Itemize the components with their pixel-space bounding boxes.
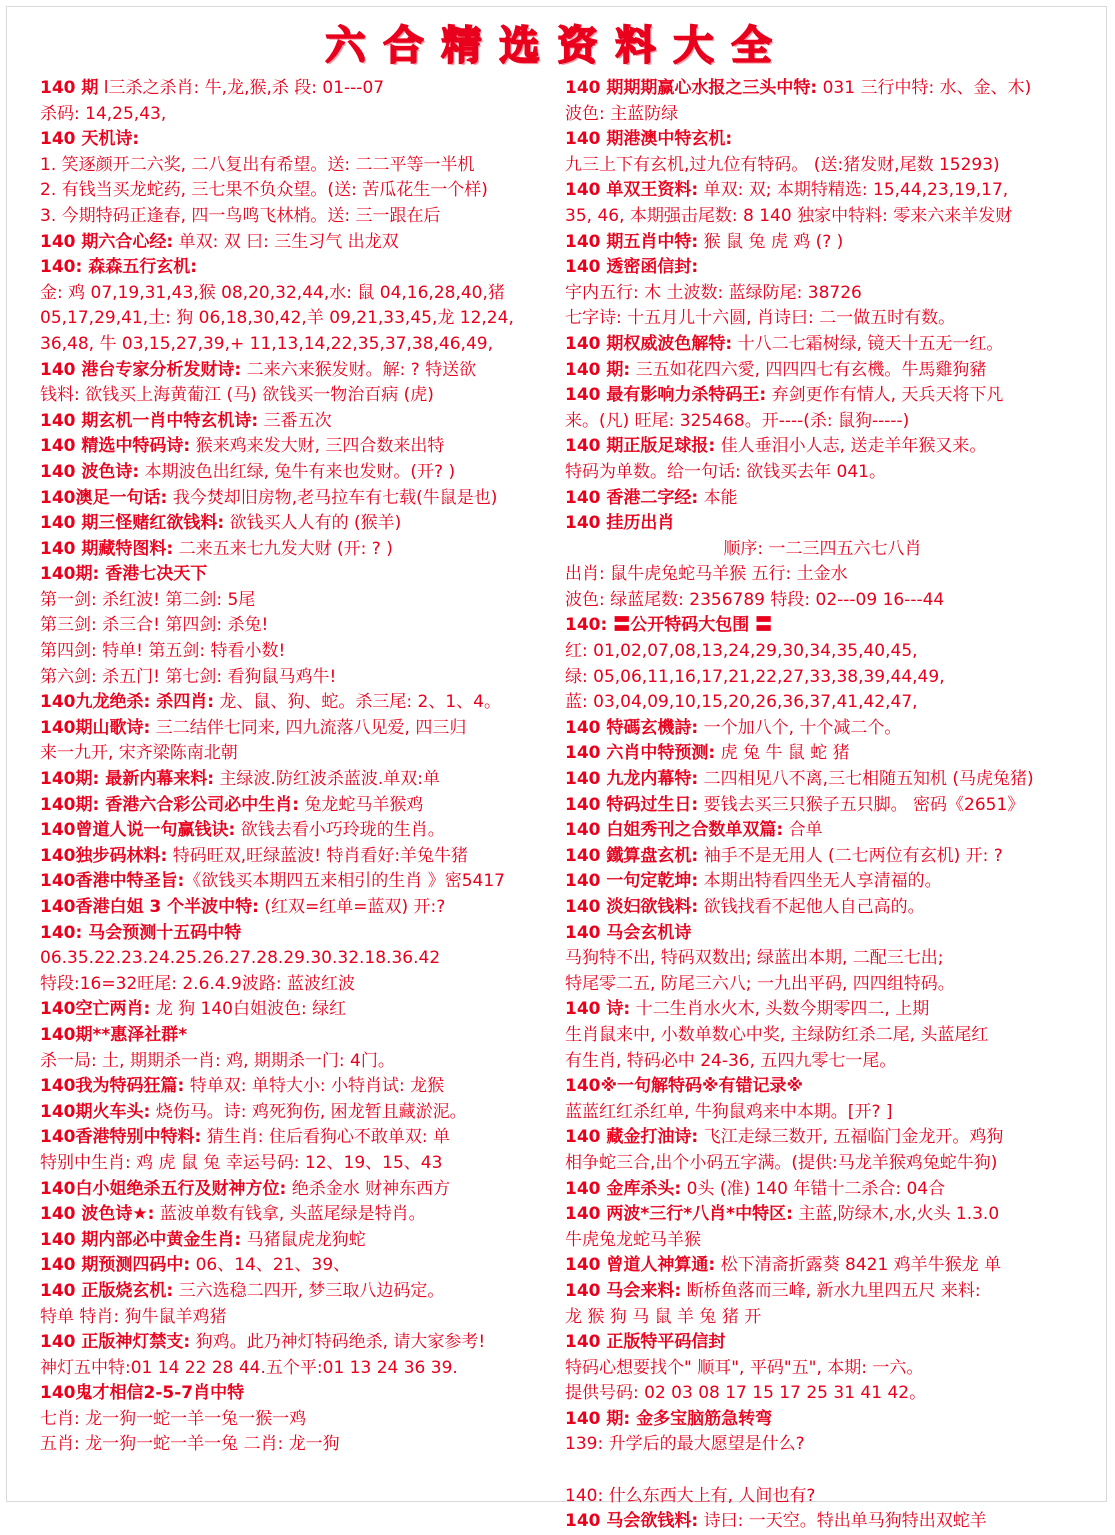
line-body: 松下清斋折露葵 8421 鸡羊牛猴龙 单 bbox=[715, 1255, 1002, 1276]
line-body: 我今焚却旧房物,老马拉车有七载(牛鼠是也) bbox=[167, 487, 498, 508]
left-text-line bbox=[40, 204, 555, 230]
line-body: 本期波色出红绿, 兔牛有来也发财。(开? ) bbox=[139, 461, 456, 482]
line-heading: 140 一句定乾坤: bbox=[565, 871, 699, 892]
right-text-line bbox=[565, 486, 1080, 512]
line-body: 顺序: 一二三四五六七八肖 bbox=[723, 538, 922, 559]
line-heading: 140 挂历出肖 bbox=[565, 513, 675, 534]
line-heading: 140 香港二字经: bbox=[565, 487, 699, 508]
line-body: 主蓝,防绿木,水,火头 1.3.0 bbox=[792, 1204, 1000, 1225]
left-text-line bbox=[40, 1177, 555, 1203]
line-heading: 140 期藏特图料: bbox=[40, 538, 174, 559]
line-body: 一个加八个, 十个减二个。 bbox=[698, 717, 902, 738]
line-body: 弃剑更作有情人, 天兵天将下凡 bbox=[766, 385, 1004, 406]
line-body: 相争蛇三合,出个小码五字满。(提供:马龙羊猴鸡兔蛇牛狗) bbox=[565, 1152, 998, 1173]
right-text-line bbox=[565, 1509, 1080, 1535]
line-body: 特码旺双,旺绿蓝波! 特肖看好:羊兔牛猪 bbox=[167, 845, 469, 866]
right-text-line bbox=[565, 383, 1080, 409]
left-text-line bbox=[40, 741, 555, 767]
left-text-line bbox=[40, 1432, 555, 1458]
left-text-line bbox=[40, 76, 555, 102]
line-heading: 140: 马会预测十五码中特 bbox=[40, 922, 242, 943]
right-text-line bbox=[565, 869, 1080, 895]
line-body: 出肖: 鼠牛虎兔蛇马羊猴 五行: 土金水 bbox=[565, 564, 848, 585]
line-body: 龙、鼠、狗、蛇。杀三尾: 2、1、4。 bbox=[214, 692, 501, 713]
right-text-line bbox=[565, 1330, 1080, 1356]
line-heading: 140 期三怪赌红欲钱料: bbox=[40, 513, 225, 534]
line-body: 特码心想要找个" 顺耳", 平码"五", 本期: 一六。 bbox=[565, 1357, 924, 1378]
left-text-line bbox=[40, 1074, 555, 1100]
line-heading: 140 期: 金多宝脑筋急转弯 bbox=[565, 1408, 773, 1429]
right-text-line bbox=[565, 1484, 1080, 1510]
left-text-line bbox=[40, 1125, 555, 1151]
line-body: 第三剑: 杀三合! 第四剑: 杀兔! bbox=[40, 615, 269, 636]
line-body: 2. 有钱当买龙蛇药, 三七果不负众望。(送: 苦瓜花生一个样) bbox=[40, 180, 488, 201]
left-text-line bbox=[40, 383, 555, 409]
left-text-line bbox=[40, 127, 555, 153]
left-text-line bbox=[40, 1202, 555, 1228]
line-heading: 140 期六合心经: bbox=[40, 231, 174, 252]
line-body: 第四剑: 特单! 第五剑: 特看小数! bbox=[40, 641, 286, 662]
line-heading: 140期山歌诗: bbox=[40, 717, 151, 738]
line-body: 本能 bbox=[698, 487, 738, 508]
line-heading: 140 期港澳中特玄机: bbox=[565, 129, 733, 150]
line-heading: 140白小姐绝杀五行及财神方位: bbox=[40, 1178, 287, 1199]
left-text-line bbox=[40, 997, 555, 1023]
right-text-line bbox=[565, 716, 1080, 742]
left-text-line bbox=[40, 1407, 555, 1433]
right-text-line bbox=[565, 409, 1080, 435]
line-heading: 140 期期期赢心水报之三头中特: bbox=[565, 78, 818, 98]
line-heading: 140 淡妇欲钱料: bbox=[565, 897, 699, 917]
line-heading: 140香港特别中特料: bbox=[40, 1127, 202, 1148]
line-body: 二四相见八不离,三七相随五知机 (马虎兔猪) bbox=[698, 769, 1034, 790]
line-body: 05,17,29,41,土: 狗 06,18,30,42,羊 09,21,33,45,龙 12,24, bbox=[40, 308, 514, 329]
line-heading: 140 期: bbox=[565, 359, 631, 380]
line-body: 欲钱买人人有的 (猴羊) bbox=[224, 513, 402, 534]
line-body: 合单 bbox=[783, 820, 823, 841]
right-text-line bbox=[565, 204, 1080, 230]
line-body: l三杀之杀肖: 牛,龙,猴,杀 段: 01---07 bbox=[98, 78, 385, 98]
line-heading: 140 金库杀头: bbox=[565, 1178, 682, 1199]
left-text-line bbox=[40, 869, 555, 895]
line-body: 诗曰: 一天空。特出单马狗特出双蛇羊 bbox=[698, 1511, 987, 1532]
line-body: 绿: 05,06,11,16,17,21,22,27,33,38,39,44,49, bbox=[565, 666, 945, 687]
line-body: 马狗特不出, 特码双数出; 绿蓝出本期, 二配三七出; bbox=[565, 948, 944, 969]
left-text-line bbox=[40, 588, 555, 614]
right-text-line bbox=[565, 281, 1080, 307]
line-heading: 140独步码林料: bbox=[40, 845, 168, 866]
line-body: 十二生肖水火木, 头数今期零四二, 上期 bbox=[630, 999, 930, 1020]
left-text-line bbox=[40, 102, 555, 128]
line-body: 波色: 绿蓝尾数: 2356789 特段: 02---09 16---44 bbox=[565, 589, 945, 610]
line-body: 3. 今期特码正逢春, 四一鸟鸣飞林梢。送: 三一跟在后 bbox=[40, 205, 441, 226]
line-body: 虎 兔 牛 鼠 蛇 猪 bbox=[715, 743, 850, 764]
line-body: 单双: 双; 本期特精选: 15,44,23,19,17, bbox=[698, 180, 1009, 201]
line-body: 第六剑: 杀五门! 第七剑: 看狗鼠马鸡牛! bbox=[40, 666, 337, 687]
line-body: 烧伤马。诗: 鸡死狗伤, 困龙暂且藏淤泥。 bbox=[150, 1101, 467, 1122]
right-text-line bbox=[565, 76, 1080, 102]
right-text-line bbox=[565, 358, 1080, 384]
line-heading: 140期火车头: bbox=[40, 1101, 151, 1122]
left-text-line bbox=[40, 639, 555, 665]
right-text-line bbox=[565, 946, 1080, 972]
line-heading: 140 期玄机一肖中特玄机诗: bbox=[40, 410, 259, 431]
right-text-line bbox=[565, 1202, 1080, 1228]
line-body: 来一九开, 宋齐梁陈南北朝 bbox=[40, 743, 238, 764]
right-text-line bbox=[565, 230, 1080, 256]
right-text-line bbox=[565, 332, 1080, 358]
line-heading: 140澳足一句话: bbox=[40, 487, 168, 508]
right-text-line bbox=[565, 1023, 1080, 1049]
line-heading: 140 期五肖中特: bbox=[565, 231, 699, 252]
right-text-line bbox=[565, 102, 1080, 128]
line-heading: 140 两波*三行*八肖*中特区: bbox=[565, 1204, 793, 1225]
left-text-line bbox=[40, 1228, 555, 1254]
right-text-line bbox=[565, 895, 1080, 921]
line-body: 金: 鸡 07,19,31,43,猴 08,20,32,44,水: 鼠 04,16,28,40,猪 bbox=[40, 282, 505, 303]
right-text-line bbox=[565, 178, 1080, 204]
line-body: 龙 猴 狗 马 鼠 羊 兔 猪 开 bbox=[565, 1306, 762, 1327]
right-text-line bbox=[565, 972, 1080, 998]
line-body: 来。(凡) 旺尾: 325468。开----(杀: 鼠狗-----) bbox=[565, 410, 910, 431]
left-text-line bbox=[40, 537, 555, 563]
left-text-line bbox=[40, 690, 555, 716]
line-body: 特尾零二五, 防尾三六八; 一九出平码, 四四组特码。 bbox=[565, 973, 955, 994]
left-text-line bbox=[40, 1330, 555, 1356]
right-text-line bbox=[565, 921, 1080, 947]
right-text-line bbox=[565, 767, 1080, 793]
right-text-line bbox=[565, 1228, 1080, 1254]
line-body: 要钱去买三只猴子五只脚。 密码《2651》 bbox=[698, 794, 1025, 815]
line-heading: 140空亡两肖: bbox=[40, 999, 151, 1020]
line-body: 有生肖, 特码必中 24-36, 五四九零七一尾。 bbox=[565, 1050, 897, 1071]
right-text-line bbox=[565, 1432, 1080, 1458]
line-body: 特码为单数。给一句话: 欲钱买去年 041。 bbox=[565, 461, 886, 482]
line-body: 袖手不是无用人 (二七两位有玄机) 开: ? bbox=[698, 845, 1003, 866]
left-text-line bbox=[40, 793, 555, 819]
line-heading: 140香港白姐 3 个半波中特: bbox=[40, 897, 259, 917]
line-body: 龙 狗 140白姐波色: 绿红 bbox=[150, 999, 347, 1020]
right-text-line bbox=[565, 511, 1080, 537]
right-text-line bbox=[565, 1151, 1080, 1177]
left-text-line bbox=[40, 1049, 555, 1075]
right-text-line bbox=[565, 255, 1080, 281]
line-heading: 140曾道人说一句赢钱诀: bbox=[40, 820, 236, 841]
right-text-line bbox=[565, 1356, 1080, 1382]
line-body: 生肖鼠来中, 小数单数心中奖, 主绿防红杀二尾, 头蓝尾红 bbox=[565, 1024, 989, 1045]
line-body: 宇内五行: 木 土波数: 蓝绿防尾: 38726 bbox=[565, 282, 862, 303]
right-text-line bbox=[565, 1407, 1080, 1433]
line-body: 十八二七霜树绿, 镜天十五无一红。 bbox=[732, 333, 1004, 354]
left-text-line bbox=[40, 409, 555, 435]
line-heading: 140※一句解特码※有错记录※ bbox=[565, 1076, 804, 1097]
line-body: 七字诗: 十五月儿十六圆, 肖诗曰: 二一做五时有数。 bbox=[565, 308, 956, 329]
left-text-line bbox=[40, 1253, 555, 1279]
line-body: 139: 升学后的最大愿望是什么? bbox=[565, 1434, 805, 1455]
line-body: 神灯五中特:01 14 22 28 44.五个平:01 13 24 36 39. bbox=[40, 1357, 458, 1378]
right-text-line bbox=[565, 1074, 1080, 1100]
line-body: 提供号码: 02 03 08 17 15 17 25 31 41 42。 bbox=[565, 1383, 927, 1404]
right-text-line bbox=[565, 690, 1080, 716]
left-text-line bbox=[40, 1100, 555, 1126]
line-body: 《欲钱买本期四五来相引的生肖 》密5417 bbox=[184, 871, 505, 892]
line-heading: 140我为特码狂篇: bbox=[40, 1076, 185, 1097]
line-heading: 140 港台专家分析发财诗: bbox=[40, 359, 242, 380]
right-text-line bbox=[565, 1125, 1080, 1151]
right-text-line bbox=[565, 818, 1080, 844]
line-body: 波色: 主蓝防绿 bbox=[565, 103, 679, 124]
left-text-line bbox=[40, 1356, 555, 1382]
line-heading: 140 单双王资料: bbox=[565, 180, 699, 201]
left-text-line bbox=[40, 358, 555, 384]
line-body: 三五如花四六愛, 四四四七有玄機。牛馬雞狗豬 bbox=[630, 359, 987, 380]
line-body: 欲钱找看不起他人自己高的。 bbox=[698, 897, 925, 917]
line-heading: 140 天机诗: bbox=[40, 129, 140, 150]
right-text-line bbox=[565, 639, 1080, 665]
line-body: 第一剑: 杀红波! 第二剑: 5尾 bbox=[40, 589, 256, 610]
line-body: 0头 (准) 140 年错十二杀合: 04合 bbox=[681, 1178, 946, 1199]
line-heading: 140 期权威波色解特: bbox=[565, 333, 733, 354]
line-body: 单双: 双 曰: 三生习气 出龙双 bbox=[173, 231, 399, 252]
right-text-line bbox=[565, 1305, 1080, 1331]
right-text-line bbox=[565, 844, 1080, 870]
line-heading: 140 曾道人神算通: bbox=[565, 1255, 716, 1276]
right-text-line bbox=[565, 537, 1080, 563]
line-heading: 140 透密函信封: bbox=[565, 257, 699, 278]
left-text-line bbox=[40, 921, 555, 947]
left-text-line bbox=[40, 972, 555, 998]
right-text-line bbox=[565, 153, 1080, 179]
left-text-line bbox=[40, 1381, 555, 1407]
line-body: 绝杀金水 财神东西方 bbox=[286, 1178, 451, 1199]
right-text-line bbox=[565, 127, 1080, 153]
line-body: 特别中生肖: 鸡 虎 鼠 兔 幸运号码: 12、19、15、43 bbox=[40, 1152, 443, 1173]
left-text-line bbox=[40, 306, 555, 332]
left-text-line bbox=[40, 486, 555, 512]
line-body: 蓝波单数有钱拿, 头蓝尾绿是特肖。 bbox=[154, 1204, 426, 1225]
line-body: (红双=红单=蓝双) 开:? bbox=[258, 897, 446, 917]
left-text-line bbox=[40, 281, 555, 307]
line-heading: 140 特码过生日: bbox=[565, 794, 699, 815]
line-body: 五肖: 龙一狗一蛇一羊一兔 二肖: 龙一狗 bbox=[40, 1434, 340, 1455]
line-heading: 140 正版烧玄机: bbox=[40, 1280, 174, 1301]
line-heading: 140 正版神灯禁支: bbox=[40, 1332, 191, 1353]
left-text-line bbox=[40, 1305, 555, 1331]
line-body: 三二结伴七同来, 四九流落八见爱, 四三归 bbox=[150, 717, 467, 738]
line-body: 红: 01,02,07,08,13,24,29,30,34,35,40,45, bbox=[565, 641, 918, 662]
line-heading: 140 诗: bbox=[565, 999, 631, 1020]
left-text-line bbox=[40, 460, 555, 486]
page-title: 六合精选资料大全 bbox=[325, 22, 790, 69]
left-text-line bbox=[40, 613, 555, 639]
right-text-line bbox=[565, 562, 1080, 588]
left-text-line bbox=[40, 1151, 555, 1177]
line-heading: 140 最有影响力杀特码王: bbox=[565, 385, 767, 406]
line-heading: 140 期 bbox=[40, 78, 99, 98]
line-heading: 140 马会玄机诗 bbox=[565, 922, 692, 943]
left-text-line bbox=[40, 844, 555, 870]
line-heading: 140 期内部必中黄金生肖: bbox=[40, 1229, 242, 1250]
line-heading: 140: 森森五行玄机: bbox=[40, 257, 198, 278]
line-body: 七肖: 龙一狗一蛇一羊一兔一猴一鸡 bbox=[40, 1408, 307, 1429]
line-heading: 140期: 香港七决天下 bbox=[40, 564, 208, 585]
line-body: 三六选稳二四开, 梦三取八边码定。 bbox=[173, 1280, 445, 1301]
line-body: 二来五来七九发大财 (开: ? ) bbox=[173, 538, 393, 559]
line-heading: 140 波色诗★: bbox=[40, 1204, 155, 1225]
line-heading: 140 正版特平码信封 bbox=[565, 1332, 726, 1353]
line-heading: 140 期预测四码中: bbox=[40, 1255, 191, 1276]
left-text-line bbox=[40, 665, 555, 691]
line-heading: 140 藏金打油诗: bbox=[565, 1127, 699, 1148]
line-body: 九三上下有玄机,过九位有特码。 (送:猪发财,尾数 15293) bbox=[565, 154, 1000, 175]
line-body: 1. 笑逐颜开二六奖, 二八复出有希望。送: 二二平等一半机 bbox=[40, 154, 475, 175]
left-text-line bbox=[40, 434, 555, 460]
right-text-line bbox=[565, 665, 1080, 691]
line-body: 140: 什么东西大上有, 人间也有? bbox=[565, 1485, 816, 1506]
line-body: 狗鸡。此乃神灯特码绝杀, 请大家参考! bbox=[190, 1332, 486, 1353]
line-body: 35, 46, 本期强击尾数: 8 140 独家中特料: 零来六来羊发财 bbox=[565, 205, 1013, 226]
line-body: 钱料: 欲钱买上海黄葡江 (马) 欲钱买一物治百病 (虎) bbox=[40, 385, 434, 406]
line-heading: 140 精选中特码诗: bbox=[40, 436, 191, 457]
left-text-line bbox=[40, 332, 555, 358]
right-text-line bbox=[565, 1049, 1080, 1075]
line-body: 飞江走绿三数开, 五福临门金龙开。鸡狗 bbox=[698, 1127, 1004, 1148]
left-text-line bbox=[40, 946, 555, 972]
right-text-line bbox=[565, 997, 1080, 1023]
right-text-line bbox=[565, 1253, 1080, 1279]
line-body: 06.35.22.23.24.25.26.27.28.29.30.32.18.36.42 bbox=[40, 948, 441, 969]
line-heading: 140期**惠泽社群* bbox=[40, 1024, 188, 1045]
line-heading: 140 鐵算盘玄机: bbox=[565, 845, 699, 866]
left-text-line bbox=[40, 511, 555, 537]
left-text-line bbox=[40, 153, 555, 179]
line-body: 马猪鼠虎龙狗蛇 bbox=[241, 1229, 366, 1250]
left-text-line bbox=[40, 895, 555, 921]
right-text-line bbox=[565, 741, 1080, 767]
right-text-line bbox=[565, 1458, 1080, 1484]
line-body: 兔龙蛇马羊猴鸡 bbox=[299, 794, 424, 815]
right-text-line bbox=[565, 1279, 1080, 1305]
line-heading: 140 特碼玄機詩: bbox=[565, 717, 699, 738]
left-text-line bbox=[40, 1023, 555, 1049]
right-text-line bbox=[565, 793, 1080, 819]
line-body: 特段:16=32旺尾: 2.6.4.9波路: 蓝波红波 bbox=[40, 973, 355, 994]
line-body: 二来六来猴发财。解: ? 特送欲 bbox=[241, 359, 477, 380]
line-heading: 140期: 最新内幕来料: bbox=[40, 769, 215, 790]
line-heading: 140 期正版足球报: bbox=[565, 436, 716, 457]
line-body: 牛虎兔龙蛇马羊猴 bbox=[565, 1229, 701, 1250]
line-body: 06、14、21、39、 bbox=[190, 1255, 351, 1276]
line-body: 031 三行中特: 水、金、木) bbox=[817, 78, 1032, 98]
left-text-line bbox=[40, 255, 555, 281]
line-heading: 140九龙绝杀: 杀四肖: bbox=[40, 692, 215, 713]
line-body: 特单 特肖: 狗牛鼠羊鸡猪 bbox=[40, 1306, 227, 1327]
line-body: 蓝: 03,04,09,10,15,20,26,36,37,41,42,47, bbox=[565, 692, 918, 713]
left-text-line bbox=[40, 716, 555, 742]
right-text-line bbox=[565, 434, 1080, 460]
line-heading: 140 波色诗: bbox=[40, 461, 140, 482]
line-body: 猴 鼠 兔 虎 鸡 (? ) bbox=[698, 231, 844, 252]
right-text-line bbox=[565, 306, 1080, 332]
left-text-line bbox=[40, 818, 555, 844]
line-heading: 140 六肖中特预测: bbox=[565, 743, 716, 764]
left-text-line bbox=[40, 562, 555, 588]
line-heading: 140 九龙内幕特: bbox=[565, 769, 699, 790]
line-heading: 140 马会来料: bbox=[565, 1280, 682, 1301]
line-body: 主绿波.防红波杀蓝波.单双:单 bbox=[214, 769, 440, 790]
left-column bbox=[40, 76, 555, 1458]
line-body: 猴来鸡来发大财, 三四合数来出特 bbox=[190, 436, 445, 457]
line-body: 杀码: 14,25,43, bbox=[40, 103, 167, 124]
line-heading: 140鬼才相信2-5-7肖中特 bbox=[40, 1383, 245, 1404]
right-text-line bbox=[565, 1381, 1080, 1407]
left-text-line bbox=[40, 230, 555, 256]
right-text-line bbox=[565, 588, 1080, 614]
left-text-line bbox=[40, 767, 555, 793]
line-body: 欲钱去看小巧玲珑的生肖。 bbox=[235, 820, 445, 841]
line-body: 特单双: 单特大小: 小特肖试: 龙猴 bbox=[184, 1076, 445, 1097]
right-text-line bbox=[565, 460, 1080, 486]
right-column bbox=[565, 76, 1080, 1535]
left-text-line bbox=[40, 178, 555, 204]
line-body: 杀一局: 土, 期期杀一肖: 鸡, 期期杀一门: 4门。 bbox=[40, 1050, 395, 1071]
line-body: 佳人垂泪小人志, 送走羊年猴又来。 bbox=[715, 436, 987, 457]
right-text-line bbox=[565, 1177, 1080, 1203]
line-body: 三番五次 bbox=[258, 410, 332, 431]
line-heading: 140香港中特圣旨: bbox=[40, 871, 185, 892]
line-body: 蓝蓝红红杀红单, 牛狗鼠鸡来中本期。[开? ] bbox=[565, 1101, 893, 1122]
line-heading: 140 马会欲钱料: bbox=[565, 1511, 699, 1532]
line-heading: 140期: 香港六合彩公司必中生肖: bbox=[40, 794, 300, 815]
line-body: 猜生肖: 住后看狗心不敢单双: 单 bbox=[201, 1127, 450, 1148]
line-heading: 140: 〓公开特码大包围 〓 bbox=[565, 615, 773, 636]
line-heading: 140 白姐秀刊之合数单双篇: bbox=[565, 820, 784, 841]
right-text-line bbox=[565, 1100, 1080, 1126]
left-text-line bbox=[40, 1279, 555, 1305]
line-body: 断桥鱼落而三峰, 新水九里四五尺 来料: bbox=[681, 1280, 981, 1301]
right-text-line bbox=[565, 613, 1080, 639]
line-body: 本期出特看四坐无人享清福的。 bbox=[698, 871, 942, 892]
line-body: 36,48, 牛 03,15,27,39,+ 11,13,14,22,35,37,38,46,49, bbox=[40, 333, 493, 354]
